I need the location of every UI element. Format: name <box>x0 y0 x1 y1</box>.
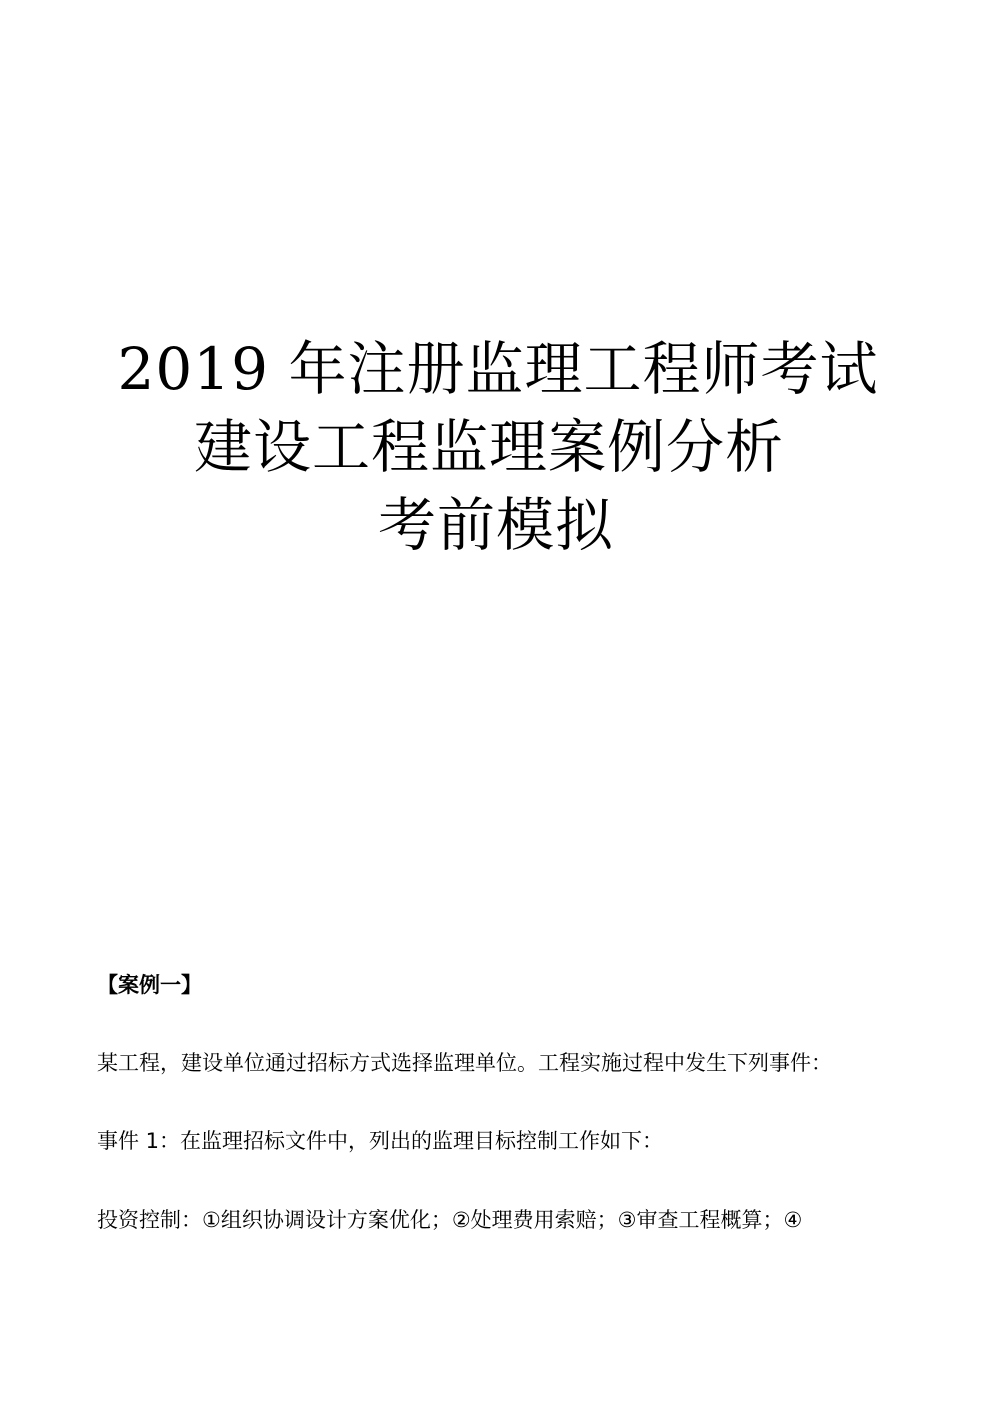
title-line-exam-year: 2019 年注册监理工程师考试 <box>117 335 879 403</box>
title-line-mock: 考前模拟 <box>377 491 614 559</box>
case-heading: 【案例一】 <box>97 973 202 997</box>
paragraph-intro: 某工程，建设单位通过招标方式选择监理单位。工程实施过程中发生下列事件： <box>97 1051 832 1075</box>
paragraph-event-1: 事件 1：在监理招标文件中，列出的监理目标控制工作如下： <box>97 1129 664 1153</box>
document-title <box>0 330 992 564</box>
paragraph-investment-control: 投资控制：①组织协调设计方案优化；②处理费用索赔；③审查工程概算；④ <box>97 1208 803 1232</box>
title-line-subject: 建设工程监理案例分析 <box>193 413 784 481</box>
